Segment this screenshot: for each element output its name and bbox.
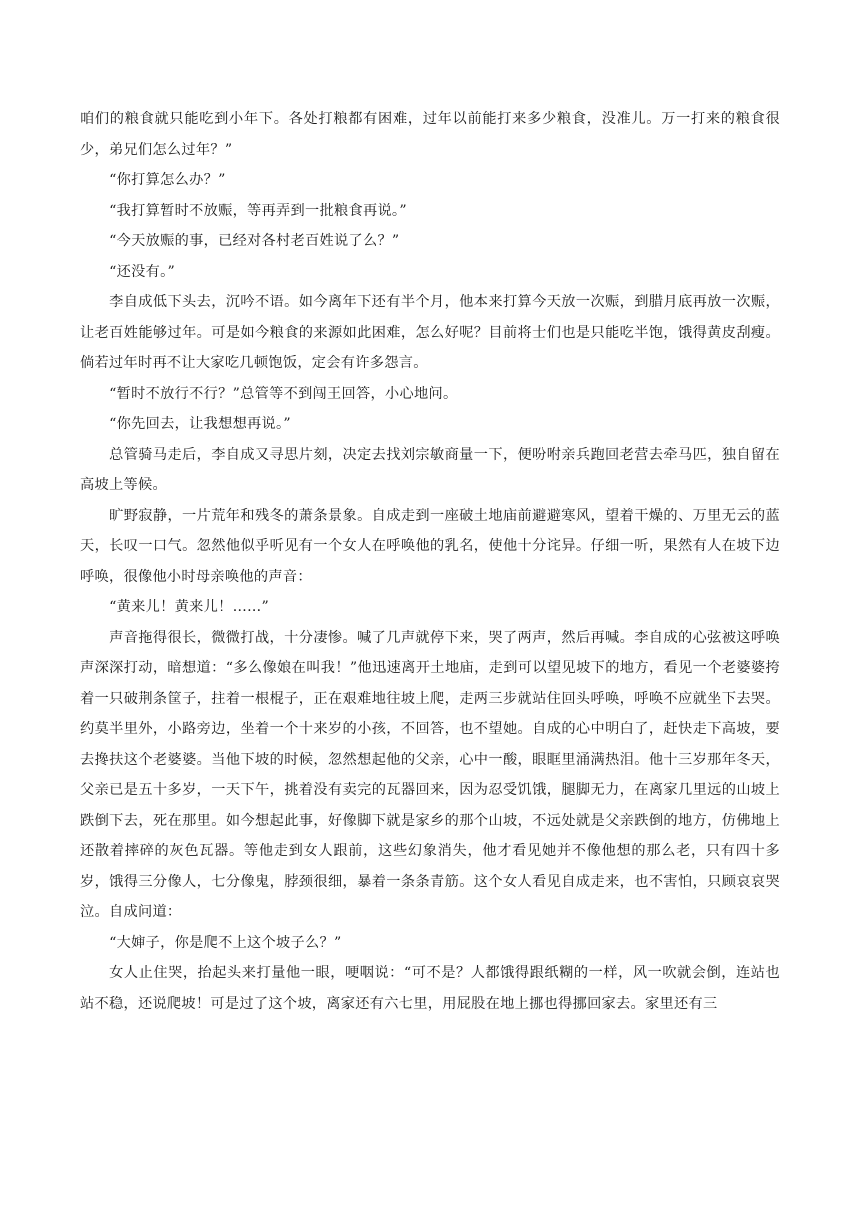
paragraph: “还没有。” (109, 263, 176, 280)
paragraph: “我打算暂时不放赈，等再弄到一批粮食再说。” (109, 202, 407, 219)
document-page (80, 104, 780, 1019)
paragraph: 女人止住哭，抬起头来打量他一眼，哽咽说：“可不是？人都饿得跟纸糊的一样，风一吹就会倒，连站也站不稳，还说爬坡！可是过了这个坡，离家还有六七里，用屁股在地上挪也得挪回家去。家里还有三 (80, 965, 780, 1012)
paragraph: 旷野寂静，一片荒年和残冬的萧条景象。自成走到一座破土地庙前避避寒风，望着干燥的、万里无云的蓝天，长叹一口气。忽然他似乎听见有一个女人在呼唤他的乳名，使他十分诧异。仔细一听，果然有人在坡下边呼唤，很像他小时母亲唤他的声音： (80, 507, 780, 585)
paragraph: “大婶子，你是爬不上这个坡子么？” (109, 934, 342, 951)
paragraph: “暂时不放行不行？”总管等不到闯王回答，小心地问。 (109, 385, 458, 402)
paragraph: 咱们的粮食就只能吃到小年下。各处打粮都有困难，过年以前能打来多少粮食，没准儿。万一打来的粮食很少，弟兄们怎么过年？” (80, 111, 780, 158)
paragraph: “黄来儿！黄来儿！……” (109, 599, 270, 615)
paragraph: 声音拖得很长，微微打战，十分凄惨。喊了几声就停下来，哭了两声，然后再喊。李自成的心弦被这呼唤声深深打动，暗想道：“多么像娘在叫我！”他迅速离开土地庙，走到可以望见坡下的地方，看见一个老婆婆挎着一只破荆条筐子，拄着一根棍子，正在艰难地往坡上爬，走两三步就站住回头呼唤，呼唤不应就坐下去哭。约莫半里外，小路旁边，坐着一个十来岁的小孩，不回答，也不望她。自成的心中明白了，赶快走下高坡，要去搀扶这个老婆婆。当他下坡的时候，忽然想起他的父亲，心中一酸，眼眶里涌满热泪。他十三岁那年冬天，父亲已是五十多岁，一天下午，挑着没有卖完的瓦器回来，因为忍受饥饿，腿脚无力，在离家几里远的山坡上跌倒下去，死在那里。如今想起此事，好像脚下就是家乡的那个山坡，不远处就是父亲跌倒的地方，仿佛地上还散着摔碎的灰色瓦器。等他走到女人跟前，这些幻象消失，他才看见她并不像他想的那么老，只有四十多岁，饿得三分像人，七分像鬼，脖颈很细，暴着一条条青筋。这个女人看见自成走来，也不害怕，只顾哀哀哭泣。自成问道： (80, 629, 780, 920)
paragraph: 总管骑马走后，李自成又寻思片刻，决定去找刘宗敏商量一下，便吩咐亲兵跑回老营去牵马匹，独自留在高坡上等候。 (80, 446, 780, 493)
paragraph: “你打算怎么办？” (109, 172, 226, 188)
paragraph: 李自成低下头去，沉吟不语。如今离年下还有半个月，他本来打算今天放一次赈，到腊月底再放一次赈，让老百姓能够过年。可是如今粮食的来源如此困难，怎么好呢？目前将士们也是只能吃半饱，饿得黄皮刮瘦。倘若过年时再不让大家吃几顿饱饭，定会有许多怨言。 (80, 294, 780, 371)
paragraph: “你先回去，让我想想再说。” (109, 416, 291, 432)
paragraph: “今天放赈的事，已经对各村老百姓说了么？” (109, 233, 400, 249)
